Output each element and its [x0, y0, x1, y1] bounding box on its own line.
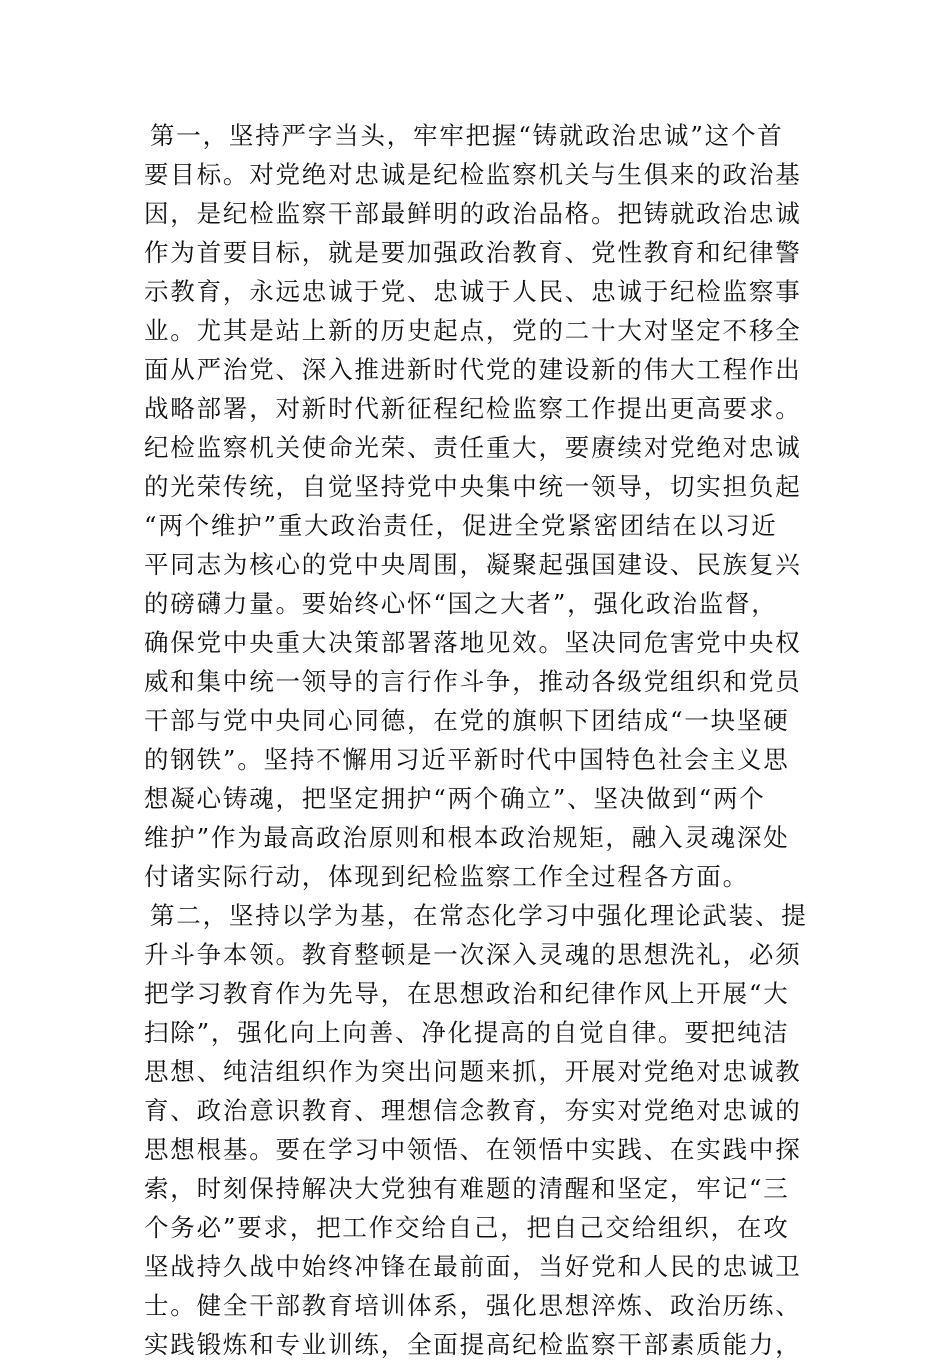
- text-line: 威和集中统一领导的言行作斗争，推动各级党组织和党员: [144, 667, 802, 696]
- text-line: 作为首要目标，就是要加强政治教育、党性教育和纪律警: [144, 238, 802, 267]
- text-line: 第一，坚持严字当头，牢牢把握“铸就政治忠诚”这个首: [150, 121, 784, 150]
- text-line: 思想根基。要在学习中领悟、在领悟中实践、在实践中探: [144, 1135, 802, 1164]
- text-line: 示教育，永远忠诚于党、忠诚于人民、忠诚于纪检监察事: [144, 277, 802, 306]
- text-line: 想凝心铸魂，把坚定拥护“两个确立”、坚决做到“两个: [144, 784, 766, 813]
- text-line: 纪检监察机关使命光荣、责任重大，要赓续对党绝对忠诚: [144, 433, 802, 462]
- text-line: 个务必”要求，把工作交给自己，把自己交给组织，在攻: [144, 1213, 790, 1242]
- text-line: “两个维护”重大政治责任，促进全党紧密团结在以习近: [144, 511, 778, 540]
- text-line: 第二，坚持以学为基，在常态化学习中强化理论武装、提: [150, 901, 808, 930]
- text-line: 的钢铁”。坚持不懈用习近平新时代中国特色社会主义思: [144, 745, 790, 774]
- text-line: 付诸实际行动，体现到纪检监察工作全过程各方面。: [144, 862, 749, 891]
- text-line: 业。尤其是站上新的历史起点，党的二十大对坚定不移全: [144, 316, 802, 345]
- text-line: 士。健全干部教育培训体系，强化思想淬炼、政治历练、: [144, 1291, 802, 1320]
- text-line: 坚战持久战中始终冲锋在最前面，当好党和人民的忠诚卫: [144, 1252, 802, 1281]
- text-line: 平同志为核心的党中央周围，凝聚起强国建设、民族复兴: [144, 550, 802, 579]
- text-line: 面从严治党、深入推进新时代党的建设新的伟大工程作出: [144, 355, 802, 384]
- text-line: 索，时刻保持解决大党独有难题的清醒和坚定，牢记“三: [144, 1174, 790, 1203]
- text-line: 要目标。对党绝对忠诚是纪检监察机关与生俱来的政治基: [144, 160, 802, 189]
- text-line: 思想、纯洁组织作为突出问题来抓，开展对党绝对忠诚教: [144, 1057, 802, 1086]
- text-line: 因，是纪检监察干部最鲜明的政治品格。把铸就政治忠诚: [144, 199, 802, 228]
- document-body: [144, 116, 814, 1364]
- text-line: 干部与党中央同心同德，在党的旗帜下团结成“一块坚硬: [144, 706, 790, 735]
- text-line: 的磅礴力量。要始终心怀“国之大者”，强化政治监督，: [144, 589, 778, 618]
- text-line: 维护”作为最高政治原则和根本政治规矩，融入灵魂深处: [144, 823, 790, 852]
- text-line: 育、政治意识教育、理想信念教育，夯实对党绝对忠诚的: [144, 1096, 802, 1125]
- text-line: 确保党中央重大决策部署落地见效。坚决同危害党中央权: [144, 628, 802, 657]
- text-line: 扫除”，强化向上向善、净化提高的自觉自律。要把纯洁: [144, 1018, 790, 1047]
- text-line: 实践锻炼和专业训练，全面提高纪检监察干部素质能力，: [144, 1330, 802, 1359]
- text-line: 的光荣传统，自觉坚持党中央集中统一领导，切实担负起: [144, 472, 802, 501]
- text-line: 升斗争本领。教育整顿是一次深入灵魂的思想洗礼，必须: [144, 940, 802, 969]
- text-line: 战略部署，对新时代新征程纪检监察工作提出更高要求。: [144, 394, 802, 423]
- text-line: 把学习教育作为先导，在思想政治和纪律作风上开展“大: [144, 979, 790, 1008]
